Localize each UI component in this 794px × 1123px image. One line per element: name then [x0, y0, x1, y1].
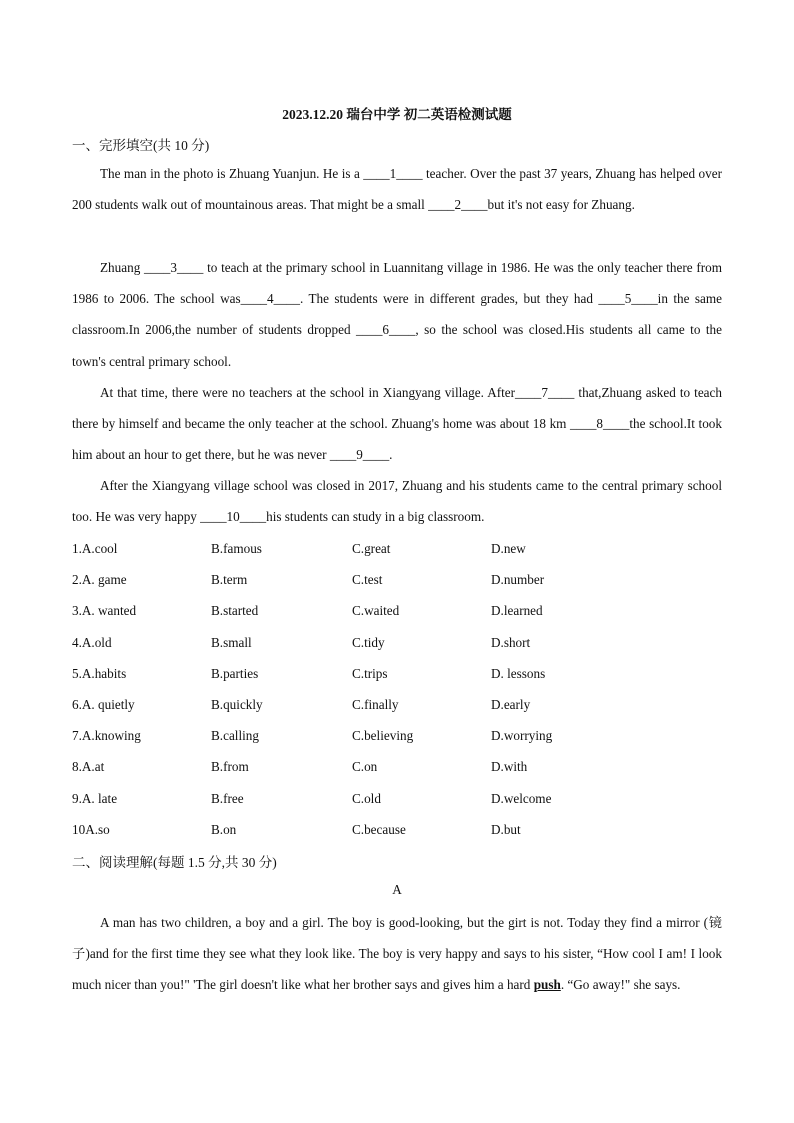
option-a: 9.A. late	[72, 790, 118, 806]
option-row	[72, 724, 722, 755]
option-b: B.calling	[211, 728, 259, 744]
option-d: D.early	[491, 696, 531, 712]
push-word: push	[533, 977, 561, 993]
option-d: D.number	[491, 572, 545, 588]
option-a: 1.A.cool	[72, 541, 118, 556]
option-c: C.tidy	[352, 634, 385, 650]
option-c: C.because	[352, 821, 406, 837]
option-a: 4.A.old	[72, 634, 112, 650]
option-c: C.on	[352, 759, 378, 775]
option-a: 8.A.at	[72, 759, 105, 775]
option-a: 7.A.knowing	[72, 728, 141, 744]
reading-paragraph-1	[72, 907, 722, 1001]
option-c: C.believing	[352, 728, 414, 744]
cloze-paragraph-2-text: Zhuang ____3____ to teach at the primary school in Luannitang village in 1986. He was the only teacher there from 1986 to 2006. The school was____4____. The students were in different grades, but they had ____5____in the same classroom.In 2006,the number of students dropped ____6____, so the school was closed.His students all came to the town's central primary school.	[72, 260, 722, 369]
option-a: 6.A. quietly	[72, 696, 135, 712]
section2-heading: 二、阅读理解(每题 1.5 分,共 30 分)	[72, 855, 277, 870]
option-b: B.term	[211, 572, 248, 588]
option-d: D.short	[491, 634, 531, 650]
cloze-paragraph-1	[72, 158, 722, 220]
option-b: B.started	[211, 603, 259, 619]
option-d: D.new	[491, 541, 526, 556]
option-d: D. lessons	[491, 665, 546, 681]
option-row	[72, 755, 722, 786]
option-b: B.parties	[211, 665, 259, 681]
option-c: C.great	[352, 541, 391, 556]
cloze-paragraph-4-text: After the Xiangyang village school was closed in 2017, Zhuang and his students came to the central primary school too. He was very happy ____10____his students can study in a big classroom.	[72, 478, 722, 525]
option-a: 10A.so	[72, 821, 110, 837]
option-row	[72, 662, 722, 693]
option-row	[72, 631, 722, 662]
option-row	[72, 537, 722, 568]
option-row	[72, 693, 722, 724]
option-d: D.but	[491, 821, 521, 837]
options-list	[72, 537, 722, 849]
reading-text-before: A man has two children, a boy and a girl. The boy is good-looking, but the girt is not. Today they find a mirror (镜子)and for the first time they see what they look like. The boy is very happy and says to his sister, “How cool I am! I look much nicer than you!" 'The girl doesn't like what her brother says and gives him a hard	[72, 915, 722, 993]
option-a: 2.A. game	[72, 572, 127, 588]
cloze-paragraph-3-text: At that time, there were no teachers at the school in Xiangyang village. After____7____ that,Zhuang asked to teach there by himself and became the only teacher at the school. Zhuang's home was about 18 km ____8____the school.It took him about an hour to get there, but he was never ____9____.	[72, 385, 722, 463]
option-d: D.worrying	[491, 728, 553, 744]
option-c: C.waited	[352, 603, 400, 619]
option-row	[72, 568, 722, 599]
option-c: C.finally	[352, 696, 399, 712]
option-c: C.test	[352, 572, 383, 588]
option-b: B.quickly	[211, 696, 263, 712]
option-a: 3.A. wanted	[72, 603, 137, 619]
cloze-paragraph-4	[72, 470, 722, 532]
option-b: B.small	[211, 634, 252, 650]
cloze-paragraph-1-text: The man in the photo is Zhuang Yuanjun. He is a ____1____ teacher. Over the past 37 years, Zhuang has helped over 200 students walk out of mountainous areas. That might be a small ____2____but it's not easy for Zhuang.	[72, 166, 722, 213]
option-b: B.on	[211, 821, 237, 837]
option-c: C.old	[352, 790, 381, 806]
passage-label: A	[392, 882, 402, 897]
cloze-paragraph-2	[72, 252, 722, 377]
option-d: D.with	[491, 759, 528, 775]
option-a: 5.A.habits	[72, 665, 127, 681]
option-row	[72, 599, 722, 630]
cloze-paragraph-3	[72, 377, 722, 471]
reading-text-after: . “Go away!" she says.	[560, 977, 681, 993]
section1-heading: 一、完形填空(共 10 分)	[72, 138, 210, 153]
option-b: B.free	[211, 790, 244, 806]
option-d: D.welcome	[491, 790, 552, 806]
option-row	[72, 787, 722, 818]
option-b: B.famous	[211, 541, 262, 556]
option-d: D.learned	[491, 603, 543, 619]
option-c: C.trips	[352, 665, 388, 681]
option-row	[72, 818, 722, 849]
option-b: B.from	[211, 759, 249, 775]
page-title: 2023.12.20 瑞台中学 初二英语检测试题	[282, 107, 512, 122]
